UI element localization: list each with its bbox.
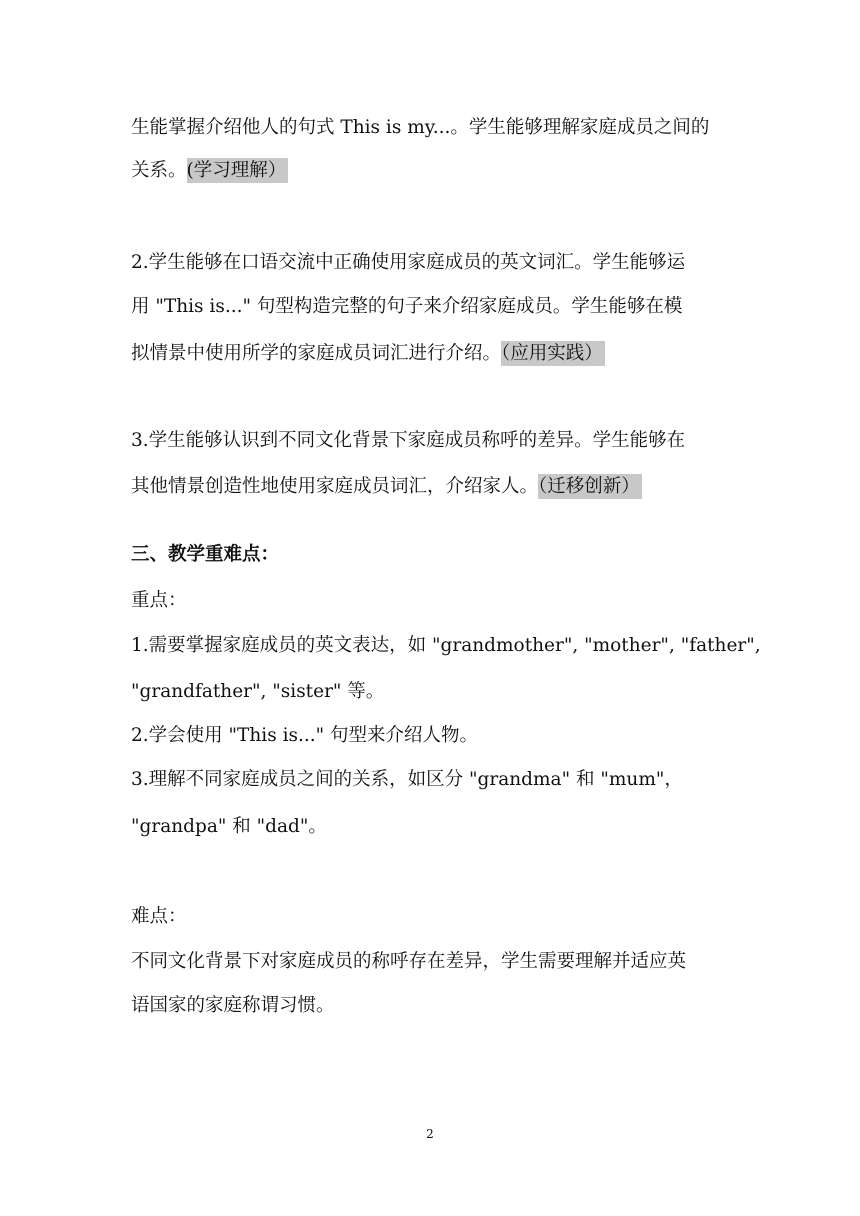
difficulty-label: 难点： [131, 906, 187, 927]
objective-2-line-3 [131, 339, 731, 369]
objective-1-line-1: 生能掌握介绍他人的句式 This is my...。学生能够理解家庭成员之间的 [131, 117, 710, 138]
key-point-3-line-1: 3.理解不同家庭成员之间的关系，如区分 "grandma" 和 "mum"， [131, 769, 683, 790]
level-tag-innovation: （迁移创新） [538, 476, 640, 497]
objective-2-text: 拟情景中使用所学的家庭成员词汇进行介绍。 [131, 343, 502, 364]
objective-3-line-2 [131, 472, 731, 502]
page-number: 2 [426, 1127, 434, 1141]
key-points-label: 重点： [131, 590, 187, 611]
difficulty-line-2: 语国家的家庭称谓习惯。 [131, 995, 335, 1016]
objective-2-line-1: 2.学生能够在口语交流中正确使用家庭成员的英文词汇。学生能够运 [131, 252, 686, 273]
key-point-1-line-2: "grandfather", "sister" 等。 [131, 681, 385, 702]
objective-1-text: 关系。 [131, 160, 187, 181]
key-point-2: 2.学会使用 "This is..." 句型来介绍人物。 [131, 725, 479, 746]
difficulty-line-1: 不同文化背景下对家庭成员的称呼存在差异，学生需要理解并适应英 [131, 951, 687, 972]
key-point-3-line-2: "grandpa" 和 "dad"。 [131, 816, 327, 837]
objective-2-line-2: 用 "This is..." 句型构造完整的句子来介绍家庭成员。学生能够在模 [131, 296, 683, 317]
section-heading: 三、教学重难点： [131, 544, 280, 565]
objective-3-text: 其他情景创造性地使用家庭成员词汇，介绍家人。 [131, 476, 539, 497]
level-tag-understanding: (学习理解） [186, 160, 287, 181]
objective-3-line-1: 3.学生能够认识到不同文化背景下家庭成员称呼的差异。学生能够在 [131, 430, 686, 451]
level-tag-application: （应用实践） [501, 343, 603, 364]
key-point-1-line-1: 1.需要掌握家庭成员的英文表达，如 "grandmother", "mother", "father", [131, 635, 761, 656]
objective-1-line-2 [131, 156, 731, 186]
